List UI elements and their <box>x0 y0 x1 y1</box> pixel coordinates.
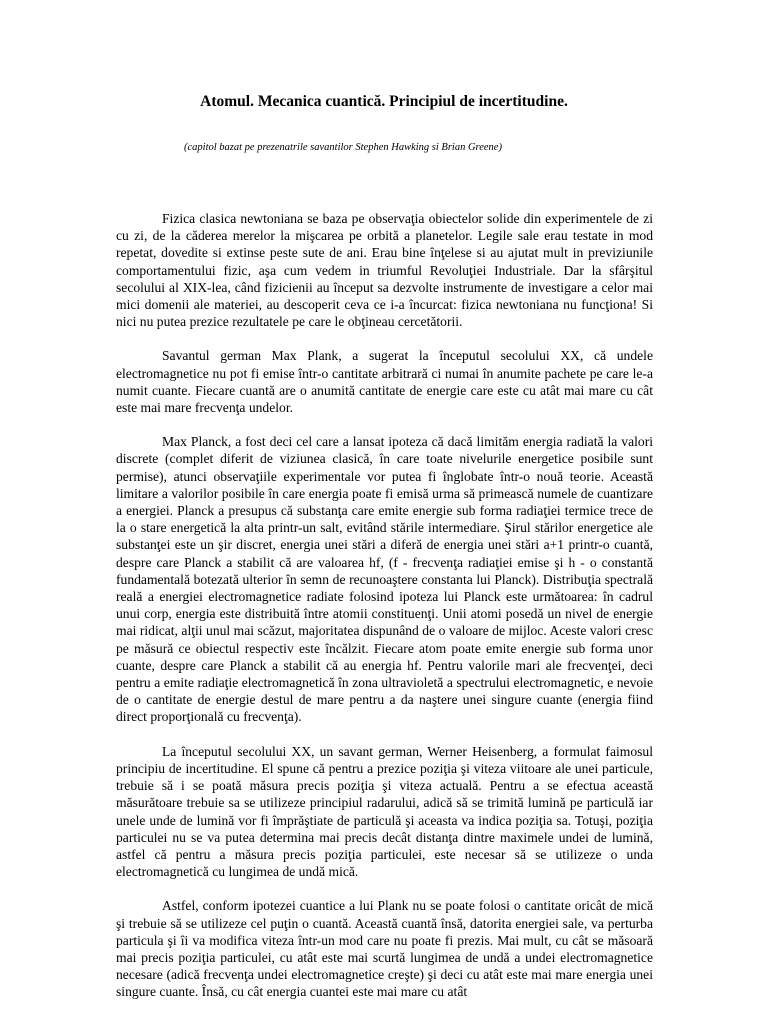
document-body <box>116 210 653 1001</box>
document-subtitle: (capitol bazat pe prezenatrile savantilor Stephen Hawking si Brian Greene) <box>184 142 502 153</box>
document-title: Atomul. Mecanica cuantică. Principiul de incertitudine. <box>200 93 568 110</box>
paragraph: Fizica clasica newtoniana se baza pe observaţia obiectelor solide din experimentele de zi cu zi, de la căderea merelor la mişcarea pe orbită a planetelor. Legile sale erau testate in mod repetat, dovedite si extinse peste sute de ani. Erau bine înţelese si au ajutat mult in previziunile comportamentului fizic, aşa cum vedem in triumful Revoluţiei Industriale. Dar la sfârşitul secolului al XIX-lea, când fizicienii au început sa dezvolte instrumente de investigare a celor mai mici domenii ale materiei, au descoperit ceva ce i-a încurcat: fizica newtoniana nu funcţiona! Si nici nu putea prezice rezultatele pe care le obţineau cercetătorii. <box>116 211 653 330</box>
paragraph: La începutul secolului XX, un savant german, Werner Heisenberg, a formulat faimosul principiu de incertitudine. El spune că pentru a prezice poziţia şi viteza viitoare ale unei particule, trebuie să i se poată măsura precis poziţia şi viteza actuală. Pentru a se efectua această măsurătoare trebuie sa se utilizeze principiul radarului, adică să se trimită lumină pe particulă iar unele unde de lumină vor fi împrăştiate de particulă şi aceasta va indica poziţia sa. Totuşi, poziţia particulei nu se va putea determina mai precis decât distanţa dintre maximele undei de lumină, astfel că pentru a măsura precis poziţia particulei, este necesar să se utilizeze o unda electromagnetică cu lungimea de undă mică. <box>116 743 653 880</box>
paragraph: Max Planck, a fost deci cel care a lansat ipoteza că dacă limităm energia radiată la valori discrete (complet diferit de viziunea clasică, în care toate nivelurile energetice posibile sunt permise), atunci observaţiile experimentale vor putea fi înglobate într-o nouă teorie. Această limitare a valorilor posibile în care energia poate fi emisă urma să primească numele de cuantizare a energiei. Planck a presupus că substanţa care emite energie sub forma radiaţiei termice trece de la o stare energetică la alta printr-un salt, evitând stările intermediare. Şirul stărilor energetice ale substanţei este un şir discret, energia unei stări a diferă de energia unei stări a+1 printr-o cuantă, despre care Planck a stabilit că are valoarea hf, (f - frecvenţa radiaţiei emise şi h - o constantă fundamentală botezată ulterior în semn de recunoaştere constanta lui Planck). Distribuţia spectrală reală a energiei electromagnetice radiate folosind ipoteza lui Planck este următoarea: în cadrul unui corp, energia este distribuită între atomii constituenţi. Unii atomi posedă un nivel de energie mai ridicat, alţii unul mai scăzut, majoritatea dispunând de o valoare de mijloc. Aceste valori cresc pe măsură ce obiectul respectiv este încălzit. Fiecare atom poate emite energie sub forma unor cuante, despre care Planck a stabilit că au energia hf. Pentru valorile mari ale frecvenţei, deci pentru a emite radiaţie electromagnetică în zona ultravioletă a spectrului electromagnetic, e nevoie de o cantitate de energie destul de mare pentru a da naştere unei singure cuante (energia fiind direct proporţională cu frecvenţa). <box>116 434 653 725</box>
paragraph: Astfel, conform ipotezei cuantice a lui Plank nu se poate folosi o cantitate oricât de mică şi trebuie să se utilizeze cel puţin o cuantă. Această cuantă însă, datorita energiei sale, va perturba particula şi îi va modifica viteza într-un mod care nu poate fi prezis. Mai mult, cu cât se măsoară mai precis poziţia particulei, cu atât este mai scurtă lungimea de undă a undei electromagnetice necesare (adică frecvenţa undei electromagnetice creşte) şi deci cu atât este mai mare energia unei singure cuante. Însă, cu cât energia cuantei este mai mare cu atât <box>116 898 653 1000</box>
paragraph: Savantul german Max Plank, a sugerat la începutul secolului XX, că undele electromagnetice nu pot fi emise într-o cantitate arbitrară ci numai în anumite pachete pe care le-a numit cuante. Fiecare cuantă are o anumită cantitate de energie care este cu atât mai mare cu cât este mai mare frecvenţa undelor. <box>116 348 653 416</box>
